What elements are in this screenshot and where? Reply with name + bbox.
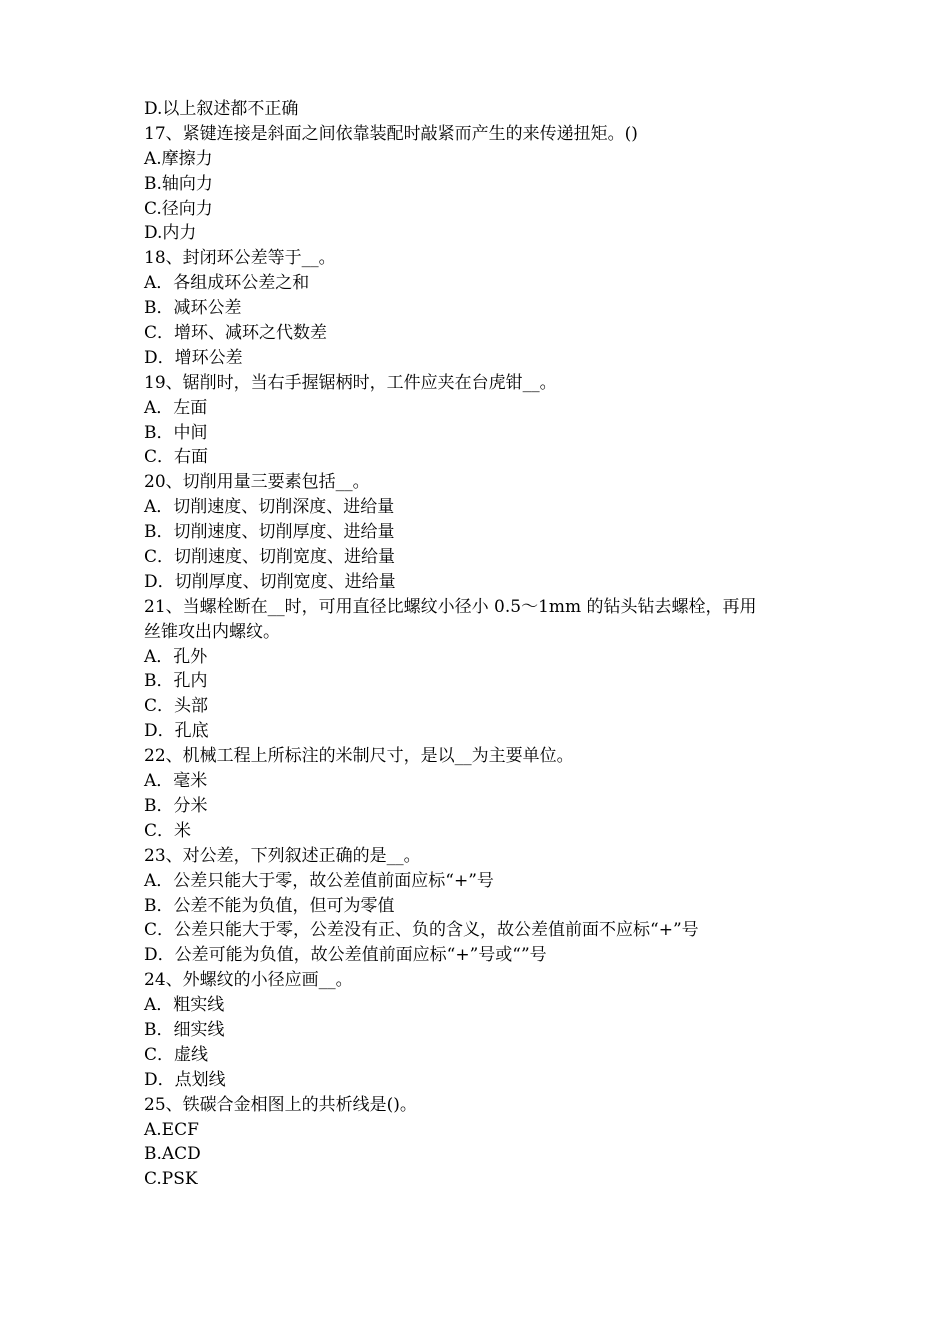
answer-option: D．切削厚度、切削宽度、进给量 bbox=[144, 571, 396, 592]
answer-option: B．细实线 bbox=[144, 1019, 225, 1040]
answer-option: D.内力 bbox=[144, 223, 197, 244]
answer-option: B．孔内 bbox=[144, 671, 208, 692]
answer-option: A．粗实线 bbox=[144, 995, 225, 1016]
answer-option: C.径向力 bbox=[144, 198, 213, 219]
question-text: 21、当螺栓断在__时，可用直径比螺纹小径小 0.5～1mm 的钻头钻去螺栓，再用 bbox=[144, 596, 757, 617]
answer-option: A．各组成环公差之和 bbox=[144, 273, 310, 294]
answer-option: B．公差不能为负值，但可为零值 bbox=[144, 895, 395, 916]
answer-option: C．增环、减环之代数差 bbox=[144, 323, 328, 344]
answer-option: B.轴向力 bbox=[144, 173, 213, 194]
answer-option: A．左面 bbox=[144, 397, 208, 418]
answer-option: D．点划线 bbox=[144, 1069, 226, 1090]
answer-option: C．切削速度、切削宽度、进给量 bbox=[144, 547, 396, 568]
answer-option: C．右面 bbox=[144, 447, 209, 468]
answer-option: A．公差只能大于零，故公差值前面应标“+”号 bbox=[144, 870, 494, 891]
answer-option: D.以上叙述都不正确 bbox=[144, 99, 299, 119]
question-text: 20、切削用量三要素包括__。 bbox=[144, 472, 370, 493]
answer-option: B．分米 bbox=[144, 795, 208, 816]
answer-option: D．孔底 bbox=[144, 721, 209, 742]
answer-option: B.ACD bbox=[144, 1144, 201, 1165]
answer-option: D．增环公差 bbox=[144, 347, 243, 368]
answer-option: A.摩擦力 bbox=[144, 148, 213, 169]
answer-option: A．孔外 bbox=[144, 646, 208, 667]
document-body bbox=[144, 97, 824, 1192]
answer-option: B．减环公差 bbox=[144, 298, 242, 319]
question-text: 22、机械工程上所标注的米制尺寸，是以__为主要单位。 bbox=[144, 746, 574, 767]
answer-option: C．头部 bbox=[144, 696, 209, 717]
question-text: 23、对公差，下列叙述正确的是__。 bbox=[144, 845, 421, 866]
answer-option: D．公差可能为负值，故公差值前面应标“+”号或“”号 bbox=[144, 945, 547, 966]
question-text: 19、锯削时，当右手握锯柄时，工件应夹在台虎钳__。 bbox=[144, 372, 557, 393]
answer-option: C．米 bbox=[144, 820, 192, 841]
question-text: 25、铁碳合金相图上的共析线是()。 bbox=[144, 1094, 417, 1115]
answer-option: A.ECF bbox=[144, 1119, 199, 1140]
question-text: 24、外螺纹的小径应画__。 bbox=[144, 970, 353, 991]
answer-option: C.PSK bbox=[144, 1169, 198, 1190]
answer-option: B．中间 bbox=[144, 422, 208, 443]
question-text: 18、封闭环公差等于__。 bbox=[144, 248, 336, 269]
question-text-continued: 丝锥攻出内螺纹。 bbox=[144, 621, 280, 642]
answer-option: A．毫米 bbox=[144, 771, 208, 792]
answer-option: C．公差只能大于零，公差没有正、负的含义，故公差值前面不应标“+”号 bbox=[144, 920, 699, 941]
answer-option: B．切削速度、切削厚度、进给量 bbox=[144, 522, 395, 543]
answer-option: C．虚线 bbox=[144, 1044, 209, 1065]
answer-option: A．切削速度、切削深度、进给量 bbox=[144, 497, 395, 518]
question-text: 17、紧键连接是斜面之间依靠装配时敲紧而产生的来传递扭矩。() bbox=[144, 123, 638, 144]
